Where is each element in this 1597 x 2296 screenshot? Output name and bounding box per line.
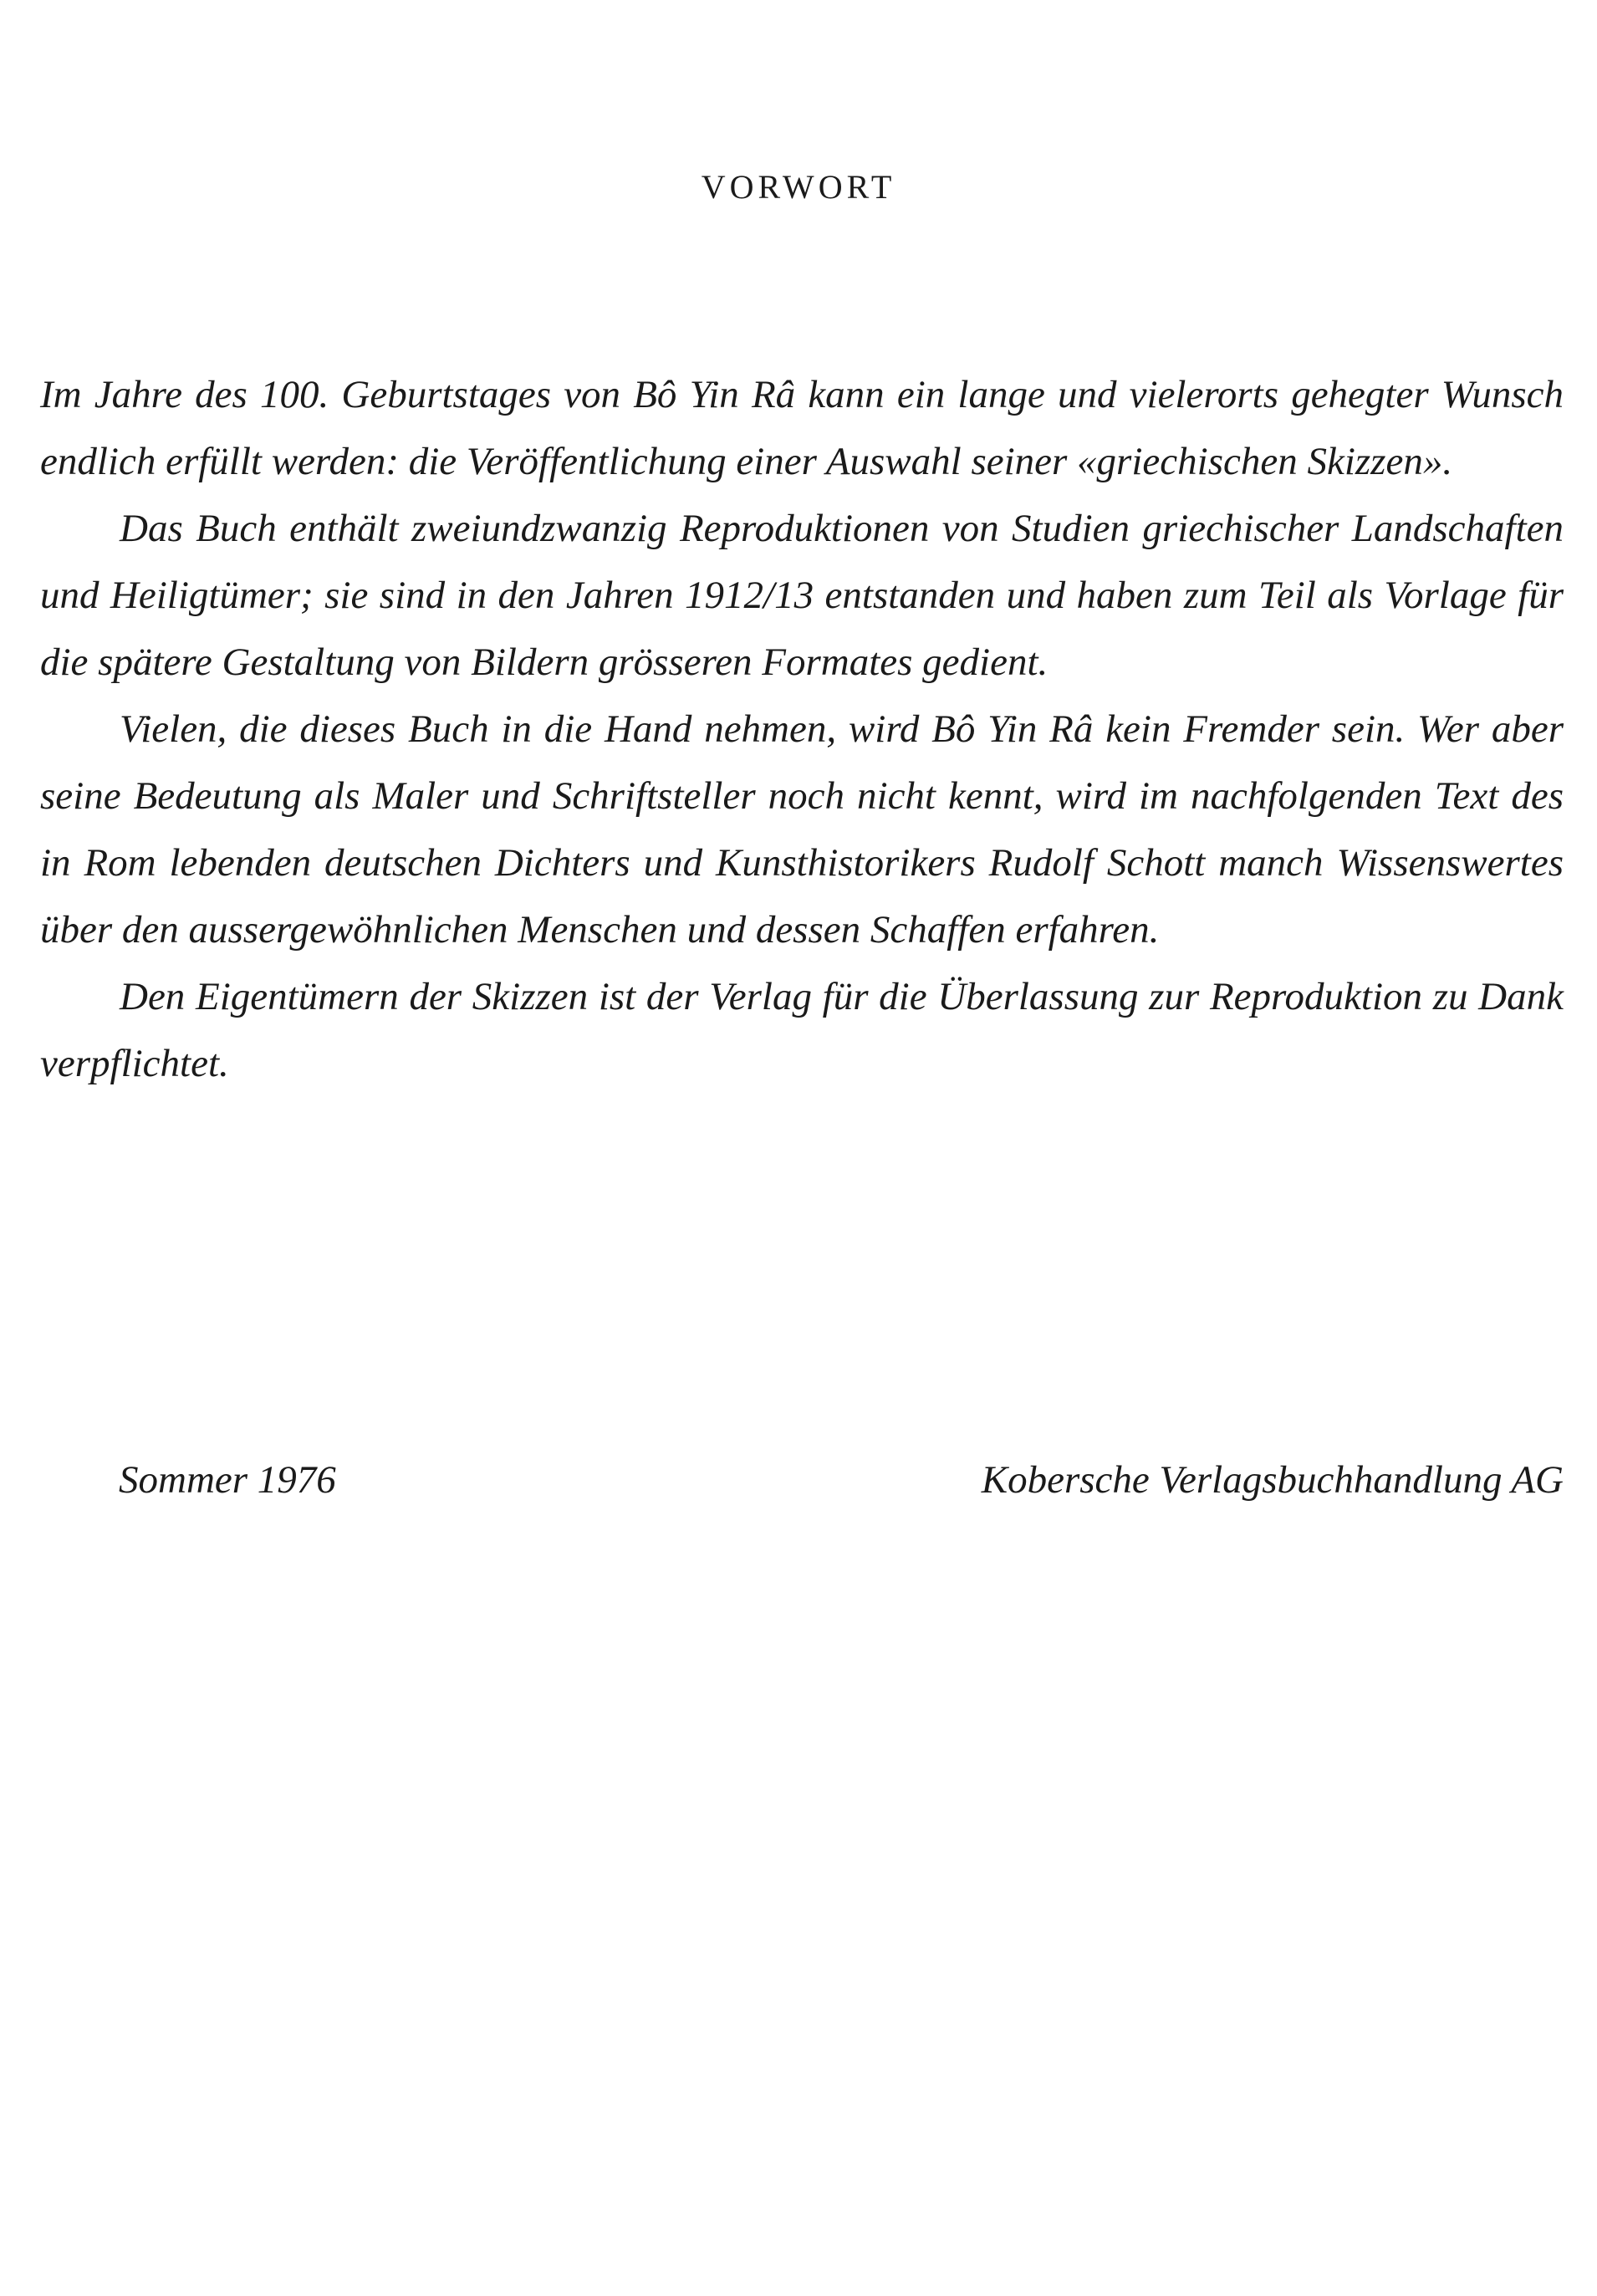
page-title: VORWORT [701,168,896,206]
paragraph: Das Buch enthält zweiundzwanzig Reproduktionen von Studien griechischer Landschaften und Heiligtümer; sie sind in den Jahren 1912/13 entstanden und haben zum Teil als Vorlage für die spätere Gestaltung von Bildern grösseren Formates gedient. [40,507,1564,684]
signoff-date: Sommer 1976 [119,1458,336,1502]
paragraph: Im Jahre des 100. Geburtstages von Bô Yin Râ kann ein lange und vielerorts gehegter Wunsch endlich erfüllt werden: die Veröffentlichung einer Auswahl seiner «griechischen Skizzen». [40,373,1564,483]
paragraph: Vielen, die dieses Buch in die Hand nehmen, wird Bô Yin Râ kein Fremder sein. Wer aber seine Bedeutung als Maler und Schriftsteller noch nicht kennt, wird im nachfolgenden Text des in Rom lebenden deutschen Dichters und Kunsthistorikers Rudolf Schott manch Wissenswertes über den aussergewöhnlichen Menschen und dessen Schaffen erfahren. [40,707,1564,952]
signoff-publisher: Kobersche Verlagsbuchhandlung AG [981,1458,1564,1502]
foreword-body [40,361,1564,1097]
paragraph: Den Eigentümern der Skizzen ist der Verlag für die Überlassung zur Reproduktion zu Dank verpflichtet. [40,975,1564,1085]
